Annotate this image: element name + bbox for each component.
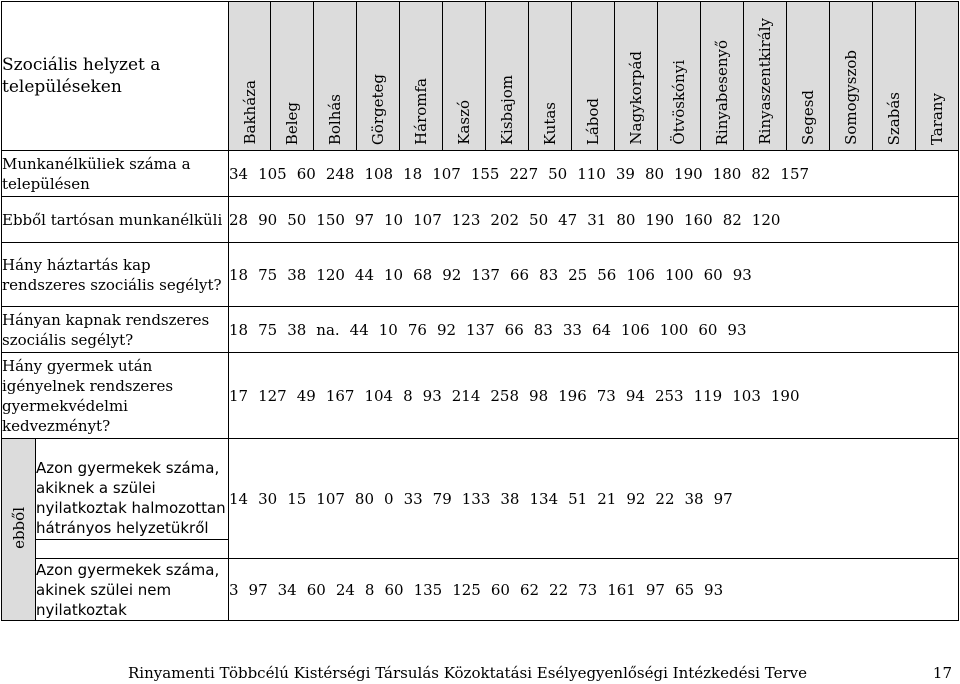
cell-value: 60: [490, 580, 510, 599]
cell-value: 66: [509, 265, 530, 284]
town-header: Háromfa: [400, 2, 443, 151]
cell-value: 104: [364, 386, 394, 405]
cell-value: 82: [722, 210, 742, 229]
table-row: [2, 243, 959, 307]
cell-value: 93: [704, 580, 724, 599]
cell-value: 161: [607, 580, 636, 599]
cell-value: 76: [407, 320, 427, 339]
cell-value: 18: [403, 164, 423, 183]
town-header: Rinyaszentkirály: [744, 2, 787, 151]
row-label: Hány gyermek után igényelnek rendszeres gyermekvédelmi kedvezményt?: [2, 353, 229, 439]
cell-value: 120: [316, 265, 345, 284]
town-header: Lábod: [572, 2, 615, 151]
cell-value: 50: [287, 210, 307, 229]
cell-value: 10: [378, 320, 398, 339]
cell-value: 38: [500, 489, 520, 508]
row-values: [229, 353, 959, 439]
cell-value: 80: [644, 164, 665, 183]
cell-value: 38: [287, 320, 307, 339]
social-situation-table: [1, 1, 959, 621]
cell-value: 39: [615, 164, 635, 183]
cell-value: 133: [461, 489, 491, 508]
page-number: 17: [932, 664, 952, 682]
town-header: Ötvöskónyi: [658, 2, 701, 151]
cell-value: 107: [316, 489, 345, 508]
town-header: Bolhás: [314, 2, 357, 151]
cell-value: 108: [364, 164, 394, 183]
cell-value: 10: [384, 210, 404, 229]
town-header: Nagykorpád: [615, 2, 658, 151]
cell-value: 10: [384, 265, 404, 284]
town-header: Bakháza: [229, 2, 271, 151]
cell-value: 83: [533, 320, 553, 339]
town-header: Szabás: [873, 2, 916, 151]
cell-value: 38: [684, 489, 704, 508]
cell-value: 134: [529, 489, 559, 508]
cell-value: 60: [698, 320, 718, 339]
cell-value: 50: [529, 210, 549, 229]
ebbol-label: ebből: [2, 439, 36, 621]
cell-value: 50: [548, 164, 568, 183]
cell-value: 190: [770, 386, 800, 405]
cell-value: 135: [413, 580, 443, 599]
cell-value: 24: [335, 580, 355, 599]
cell-value: 125: [452, 580, 481, 599]
town-header: Tarany: [916, 2, 959, 151]
town-header: Segesd: [787, 2, 830, 151]
cell-value: 28: [229, 210, 249, 229]
table-row: [2, 353, 959, 439]
row-values: [229, 197, 959, 243]
town-header: Kaszó: [443, 2, 486, 151]
cell-value: 92: [626, 489, 646, 508]
cell-value: 110: [577, 164, 606, 183]
row-label: Munkanélküliek száma a településen: [2, 151, 229, 197]
cell-value: 22: [549, 580, 569, 599]
cell-value: 18: [229, 320, 249, 339]
town-header: Somogyszob: [830, 2, 873, 151]
cell-value: 22: [655, 489, 675, 508]
cell-value: 196: [558, 386, 587, 405]
cell-value: 106: [626, 265, 655, 284]
row-values: [229, 307, 959, 353]
cell-value: 120: [751, 210, 781, 229]
sub-row-label: Azon gyermekek száma, akiknek a szülei nyilatkoztak halmozottan hátrányos helyzetükről: [36, 439, 229, 559]
cell-value: 44: [354, 265, 375, 284]
cell-value: 83: [539, 265, 559, 284]
cell-value: 21: [597, 489, 617, 508]
cell-value: 127: [258, 386, 287, 405]
row-values: [229, 559, 959, 621]
cell-value: 34: [277, 580, 297, 599]
cell-value: 103: [732, 386, 761, 405]
table-row: [2, 439, 959, 559]
header-row: [2, 2, 959, 151]
cell-value: 97: [713, 489, 733, 508]
cell-value: 3: [229, 580, 239, 599]
cell-value: 137: [471, 265, 500, 284]
cell-value: 8: [403, 386, 413, 405]
row-values: [229, 439, 959, 559]
cell-value: 214: [451, 386, 481, 405]
row-values: [229, 151, 959, 197]
cell-value: 30: [258, 489, 278, 508]
cell-value: 92: [442, 265, 462, 284]
cell-value: 90: [258, 210, 278, 229]
cell-value: 49: [296, 386, 316, 405]
cell-value: 123: [451, 210, 481, 229]
cell-value: 157: [780, 164, 810, 183]
table-row: [2, 307, 959, 353]
cell-value: 93: [422, 386, 442, 405]
row-values: [229, 243, 959, 307]
cell-value: 75: [258, 320, 278, 339]
cell-value: 8: [364, 580, 375, 599]
cell-value: 202: [490, 210, 520, 229]
town-header: Kutas: [529, 2, 572, 151]
cell-value: 97: [645, 580, 665, 599]
table-row: [2, 151, 959, 197]
cell-value: 106: [621, 320, 650, 339]
cell-value: 31: [587, 210, 607, 229]
cell-value: 38: [287, 265, 307, 284]
cell-value: 97: [354, 210, 375, 229]
town-header: Beleg: [271, 2, 314, 151]
cell-value: 80: [616, 210, 636, 229]
cell-value: 80: [354, 489, 375, 508]
cell-value: 51: [568, 489, 588, 508]
cell-value: 100: [664, 265, 694, 284]
cell-value: 160: [684, 210, 713, 229]
cell-value: 65: [674, 580, 695, 599]
cell-value: 66: [504, 320, 524, 339]
cell-value: 60: [384, 580, 404, 599]
table-row: [2, 197, 959, 243]
cell-value: 33: [562, 320, 582, 339]
cell-value: 62: [519, 580, 540, 599]
cell-value: 60: [703, 265, 723, 284]
cell-value: 73: [578, 580, 598, 599]
cell-value: 14: [229, 489, 249, 508]
cell-value: 107: [413, 210, 442, 229]
cell-value: 93: [727, 320, 747, 339]
town-header: Kisbajom: [486, 2, 529, 151]
town-header: Görgeteg: [357, 2, 400, 151]
town-header: Rinyabesenyő: [701, 2, 744, 151]
cell-value: 190: [674, 164, 703, 183]
cell-value: 94: [625, 386, 645, 405]
row-label: Hány háztartás kap rendszeres szociális segélyt?: [2, 243, 229, 307]
cell-value: 253: [654, 386, 684, 405]
cell-value: 92: [436, 320, 457, 339]
cell-value: 119: [693, 386, 723, 405]
cell-value: 105: [258, 164, 287, 183]
cell-value: 47: [558, 210, 578, 229]
cell-value: 15: [287, 489, 307, 508]
sub-row-label: Azon gyermekek száma, akinek szülei nem nyilatkoztak: [36, 559, 229, 621]
cell-value: 18: [229, 265, 249, 284]
cell-value: 0: [384, 489, 394, 508]
cell-value: 248: [325, 164, 355, 183]
cell-value: 75: [258, 265, 278, 284]
cell-value: 97: [248, 580, 268, 599]
cell-value: na.: [316, 320, 340, 339]
cell-value: 44: [349, 320, 369, 339]
cell-value: 93: [732, 265, 752, 284]
cell-value: 167: [325, 386, 355, 405]
cell-value: 180: [712, 164, 742, 183]
table-title: Szociális helyzet a településeken: [2, 2, 229, 151]
cell-value: 100: [659, 320, 689, 339]
row-label: Hányan kapnak rendszeres szociális segélyt?: [2, 307, 229, 353]
cell-value: 190: [645, 210, 675, 229]
cell-value: 150: [316, 210, 345, 229]
cell-value: 33: [403, 489, 423, 508]
cell-value: 17: [229, 386, 249, 405]
cell-value: 68: [413, 265, 433, 284]
cell-value: 79: [432, 489, 452, 508]
cell-value: 56: [597, 265, 617, 284]
cell-value: 64: [591, 320, 612, 339]
cell-value: 82: [751, 164, 771, 183]
cell-value: 34: [229, 164, 249, 183]
cell-value: 60: [306, 580, 326, 599]
table-row: [2, 559, 959, 621]
cell-value: 60: [296, 164, 316, 183]
cell-value: 98: [529, 386, 549, 405]
cell-value: 227: [509, 164, 539, 183]
cell-value: 137: [466, 320, 495, 339]
cell-value: 73: [596, 386, 616, 405]
cell-value: 107: [432, 164, 461, 183]
footer-text: Rinyamenti Többcélú Kistérségi Társulás Közoktatási Esélyegyenlőségi Intézkedési Terve: [128, 664, 807, 682]
cell-value: 155: [470, 164, 500, 183]
row-label: Ebből tartósan munkanélküli: [2, 197, 229, 243]
cell-value: 258: [490, 386, 520, 405]
cell-value: 25: [568, 265, 588, 284]
page-footer: [0, 662, 960, 684]
